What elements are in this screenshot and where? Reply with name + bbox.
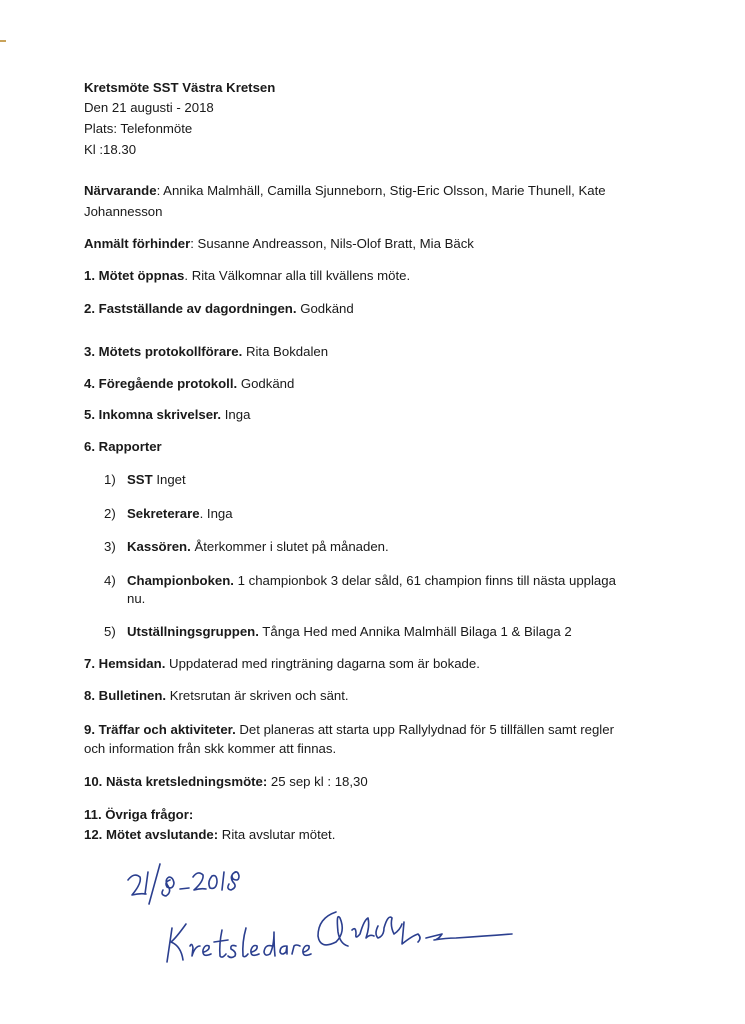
present-line-2: Johannesson (84, 204, 163, 219)
document-title: Kretsmöte SST Västra Kretsen (84, 80, 276, 95)
report-item-1: SST Inget (127, 472, 186, 487)
report-item-3: Kassören. Återkommer i slutet på månaden. (127, 539, 389, 554)
agenda-item-7: 7. Hemsidan. Uppdaterad med ringträning dagarna som är bokade. (84, 656, 480, 671)
report-item-2: Sekreterare. Inga (127, 506, 233, 521)
agenda-item-1: 1. Mötet öppnas. Rita Välkomnar alla till kvällens möte. (84, 268, 411, 283)
meeting-date: Den 21 augusti - 2018 (84, 100, 214, 115)
agenda-item-11: 11. Övriga frågor: (84, 807, 194, 822)
meeting-place: Plats: Telefonmöte (84, 121, 193, 136)
report-item-4-cont: nu. (127, 591, 146, 606)
report-item-5: Utställningsgruppen. Tånga Hed med Annika Malmhäll Bilaga 1 & Bilaga 2 (127, 624, 572, 639)
absent-names: : Susanne Andreasson, Nils-Olof Bratt, Mia Bäck (190, 236, 474, 251)
present-label: Närvarande (84, 183, 157, 198)
agenda-item-2: 2. Fastställande av dagordningen. Godkänd (84, 301, 354, 316)
report-number-3: 3) (104, 539, 116, 554)
agenda-item-3: 3. Mötets protokollförare. Rita Bokdalen (84, 344, 329, 359)
agenda-item-6: 6. Rapporter (84, 439, 162, 454)
agenda-item-9-cont: och information från skk kommer att finnas. (84, 741, 337, 756)
absent-label: Anmält förhinder (84, 236, 191, 251)
agenda-item-10: 10. Nästa kretsledningsmöte: 25 sep kl : 18,30 (84, 774, 368, 789)
agenda-item-9: 9. Träffar och aktiviteter. Det planeras att starta upp Rallylydnad för 5 tillfällen samt regler (84, 722, 614, 737)
report-number-1: 1) (104, 472, 116, 487)
report-item-4: Championboken. 1 championbok 3 delar såld, 61 champion finns till nästa upplaga (127, 573, 616, 588)
agenda-item-8: 8. Bulletinen. Kretsrutan är skriven och sänt. (84, 688, 349, 703)
meeting-time: Kl :18.30 (84, 142, 137, 157)
agenda-item-4: 4. Föregående protokoll. Godkänd (84, 376, 295, 391)
report-number-4: 4) (104, 573, 116, 588)
report-number-2: 2) (104, 506, 116, 521)
agenda-item-12: 12. Mötet avslutande: Rita avslutar mötet. (84, 827, 336, 842)
present-names: : Annika Malmhäll, Camilla Sjunneborn, Stig-Eric Olsson, Marie Thunell, Kate (156, 183, 606, 198)
report-number-5: 5) (104, 624, 116, 639)
agenda-item-5: 5. Inkomna skrivelser. Inga (84, 407, 251, 422)
